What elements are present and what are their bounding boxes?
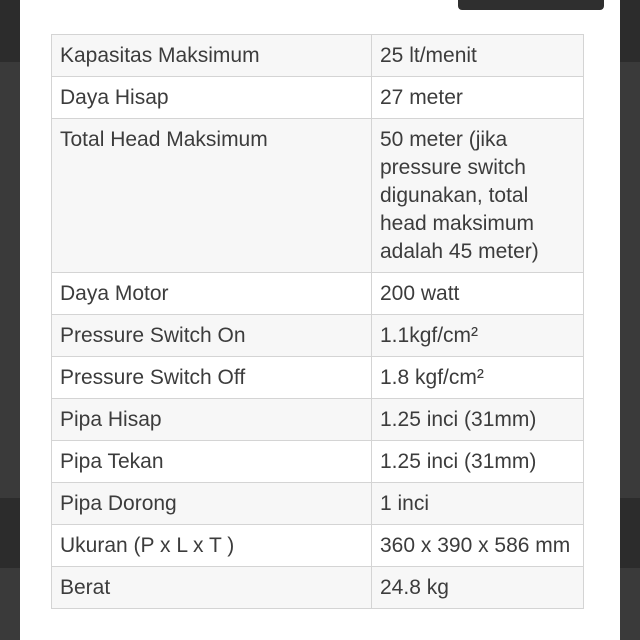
table-row <box>52 273 584 315</box>
spec-value: 1.25 inci (31mm) <box>372 441 584 483</box>
spec-value: 1.8 kgf/cm² <box>372 357 584 399</box>
spec-value: 360 x 390 x 586 mm <box>372 525 584 567</box>
table-row <box>52 399 584 441</box>
spec-label: Pipa Tekan <box>52 441 372 483</box>
spec-value: 200 watt <box>372 273 584 315</box>
spec-table <box>51 34 584 609</box>
table-row <box>52 441 584 483</box>
table-row <box>52 525 584 567</box>
table-row <box>52 35 584 77</box>
table-row <box>52 119 584 273</box>
table-row <box>52 357 584 399</box>
spec-value: 50 meter (jika pressure switch digunakan, total head maksimum adalah 45 meter) <box>372 119 584 273</box>
spec-value: 1.1kgf/cm² <box>372 315 584 357</box>
spec-label: Total Head Maksimum <box>52 119 372 273</box>
spec-label: Pipa Hisap <box>52 399 372 441</box>
spec-value: 1.25 inci (31mm) <box>372 399 584 441</box>
spec-label: Ukuran (P x L x T ) <box>52 525 372 567</box>
table-row <box>52 483 584 525</box>
spec-label: Berat <box>52 567 372 609</box>
spec-value: 1 inci <box>372 483 584 525</box>
spec-label: Daya Hisap <box>52 77 372 119</box>
spec-value: 25 lt/menit <box>372 35 584 77</box>
table-row <box>52 77 584 119</box>
spec-label: Pipa Dorong <box>52 483 372 525</box>
table-row <box>52 315 584 357</box>
spec-label: Pressure Switch Off <box>52 357 372 399</box>
modal-action-button[interactable] <box>458 0 604 10</box>
table-row <box>52 567 584 609</box>
spec-label: Kapasitas Maksimum <box>52 35 372 77</box>
spec-value: 27 meter <box>372 77 584 119</box>
spec-modal <box>20 0 620 640</box>
spec-value: 24.8 kg <box>372 567 584 609</box>
spec-label: Daya Motor <box>52 273 372 315</box>
spec-label: Pressure Switch On <box>52 315 372 357</box>
